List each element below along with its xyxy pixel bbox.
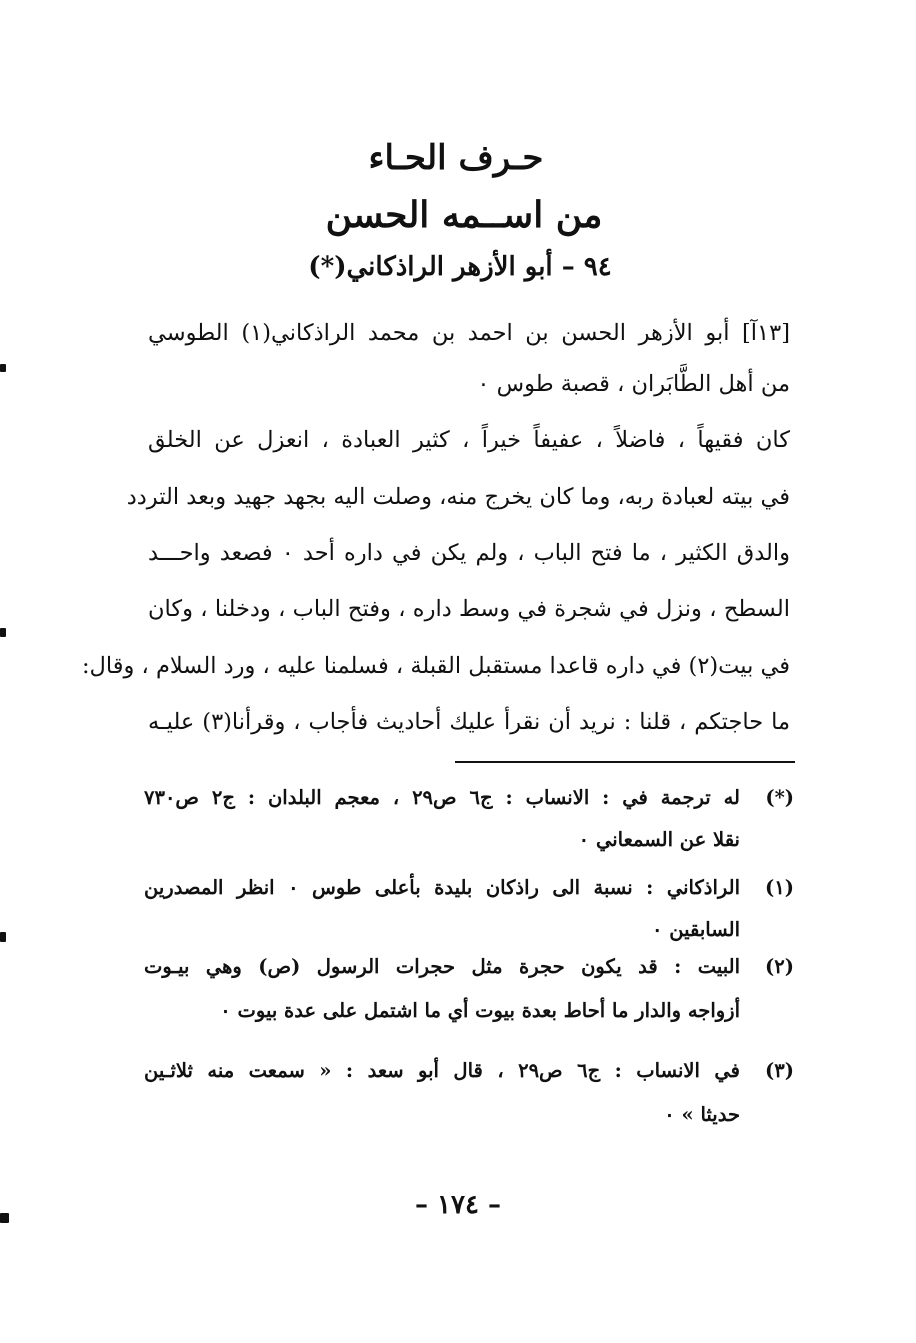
footnote-line: الراذكاني : نسبة الى راذكان بليدة بأعلى طوس ٠ انظر المصدرين	[144, 876, 740, 899]
scan-edge-mark	[0, 364, 6, 372]
footnote-line: البيت : قد يكون حجرة مثل حجرات الرسول (ص) وهي بيـوت	[144, 955, 740, 978]
body-line: كان فقيهاً ، فاضلاً ، عفيفاً خيراً ، كثير العبادة ، انعزل عن الخلق	[148, 427, 790, 453]
page-number: – ١٧٤ –	[414, 1190, 502, 1220]
body-line: من أهل الطَّابَران ، قصبة طوس ٠	[477, 371, 790, 397]
scan-edge-mark	[0, 932, 6, 942]
entry-heading: ٩٤ – أبو الأزهر الراذكاني(*)	[308, 252, 612, 282]
footnote-separator	[455, 761, 795, 763]
scan-edge-mark	[0, 1213, 9, 1223]
footnote-line: السابقين ٠	[652, 918, 740, 941]
body-line: ما حاجتكم ، قلنا : نريد أن نقرأ عليك أحاديث فأجاب ، وقرأنا(٣) عليـه	[148, 709, 791, 735]
section-letter-heading: حـرف الحـاء	[368, 138, 544, 178]
body-line: [١٣آ] أبو الأزهر الحسن بن احمد بن محمد الراذكاني(١) الطوسي	[148, 320, 790, 346]
body-line: في بيت(٢) في داره قاعدا مستقبل القبلة ، فسلمنا عليه ، ورد السلام ، وقال:	[81, 653, 790, 679]
footnote-marker: (١)	[765, 876, 794, 899]
footnote-marker: (٢)	[765, 955, 794, 978]
footnote-marker: (*)	[765, 786, 794, 809]
footnote-line: في الانساب : ج٦ ص٢٩ ، قال أبو سعد : « سمعت منه ثلاثـين	[144, 1059, 740, 1082]
name-group-heading: من اســمه الحسن	[325, 194, 603, 236]
body-line: في بيته لعبادة ربه، وما كان يخرج منه، وصلت اليه بجهد جهيد وبعد التردد	[126, 484, 790, 510]
scan-edge-mark	[0, 628, 6, 637]
footnote-line: له ترجمة في : الانساب : ج٦ ص٢٩ ، معجم البلدان : ج٢ ص٧٣٠	[144, 786, 740, 809]
body-line: السطح ، ونزل في شجرة في وسط داره ، وفتح الباب ، ودخلنا ، وكان	[148, 596, 790, 622]
body-line: والدق الكثير ، ما فتح الباب ، ولم يكن في داره أحد ٠ فصعد واحـــد	[148, 540, 790, 566]
footnote-line: أزواجه والدار ما أحاط بعدة بيوت أي ما اشتمل على عدة بيوت ٠	[220, 999, 740, 1022]
footnote-line: حديثا » ٠	[664, 1103, 740, 1126]
footnote-marker: (٣)	[765, 1059, 794, 1082]
footnote-line: نقلا عن السمعاني ٠	[578, 828, 740, 851]
